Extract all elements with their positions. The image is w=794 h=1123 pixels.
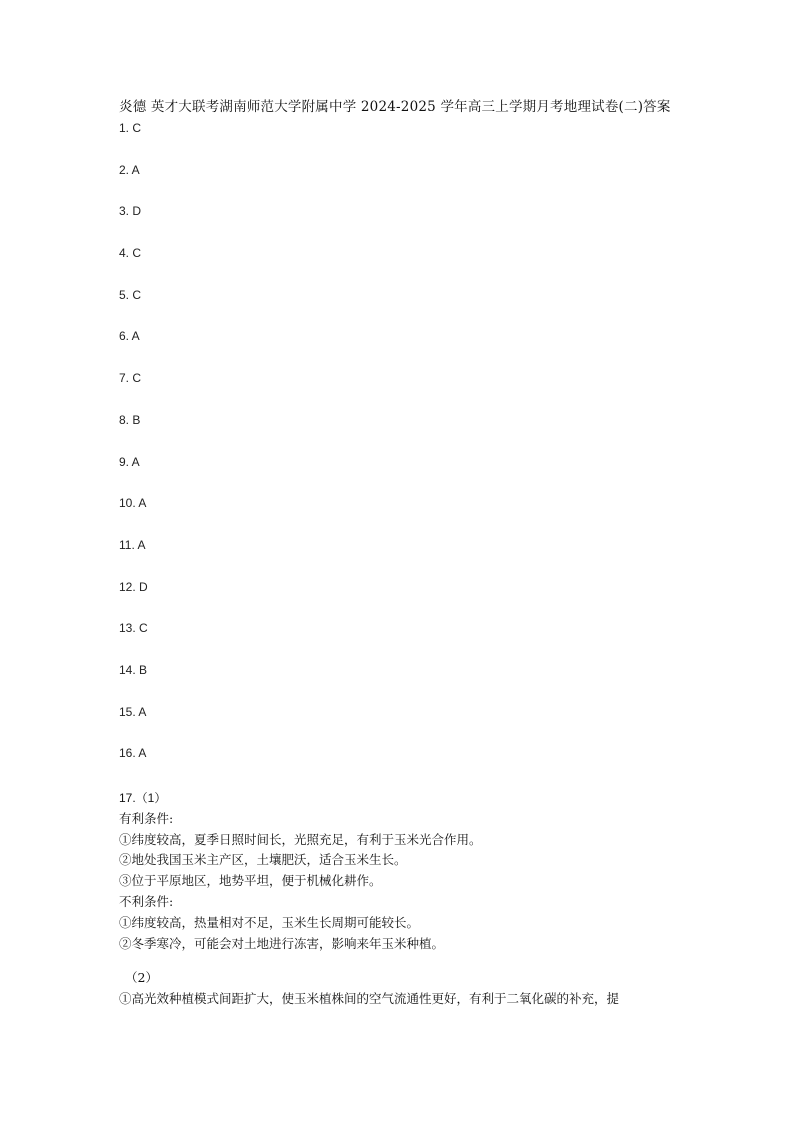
answer-item: 11. A — [119, 537, 146, 552]
answer-item: 10. A — [119, 496, 147, 511]
document-title: 炎德 英才大联考湖南师范大学附属中学 2024-2025 学年高三上学期月考地理试卷(二)答案 — [119, 99, 671, 115]
answer-item: 4. C — [119, 246, 142, 261]
answer-item: 6. A — [119, 329, 140, 344]
answer-list — [119, 119, 148, 786]
question-17-answer — [119, 788, 689, 1010]
question-17-number: 17.（1） — [119, 791, 167, 805]
unfavorable-point: ①纬度较高，热量相对不足，玉米生长周期可能较长。 — [119, 914, 420, 930]
favorable-point: ③位于平原地区，地势平坦，便于机械化耕作。 — [119, 873, 382, 889]
part-2-label: （2） — [125, 970, 158, 986]
unfavorable-point: ②冬季寒冷，可能会对土地进行冻害，影响来年玉米种植。 — [119, 935, 445, 951]
paragraph-gap — [119, 954, 689, 968]
answer-item: 2. A — [119, 162, 140, 177]
answer-item: 12. D — [119, 579, 148, 594]
answer-item: 15. A — [119, 704, 147, 719]
answer-item: 3. D — [119, 204, 142, 219]
favorable-heading: 有利条件: — [119, 810, 174, 826]
unfavorable-heading: 不利条件: — [119, 893, 174, 909]
favorable-point: ②地处我国玉米主产区，土壤肥沃，适合玉米生长。 — [119, 852, 407, 868]
favorable-point: ①纬度较高，夏季日照时间长，光照充足，有利于玉米光合作用。 — [119, 831, 482, 847]
answer-item: 14. B — [119, 662, 148, 677]
answer-item: 9. A — [119, 454, 140, 469]
part-2-point: ①高光效种植模式间距扩大，使玉米植株间的空气流通性更好，有利于二氧化碳的补充，提 — [119, 991, 620, 1007]
answer-item: 1. C — [119, 121, 142, 135]
answer-item: 7. C — [119, 371, 142, 386]
answer-item: 13. C — [119, 621, 148, 636]
answer-item: 8. B — [119, 412, 141, 427]
answer-item: 5. C — [119, 287, 142, 302]
answer-item: 16. A — [119, 746, 147, 761]
